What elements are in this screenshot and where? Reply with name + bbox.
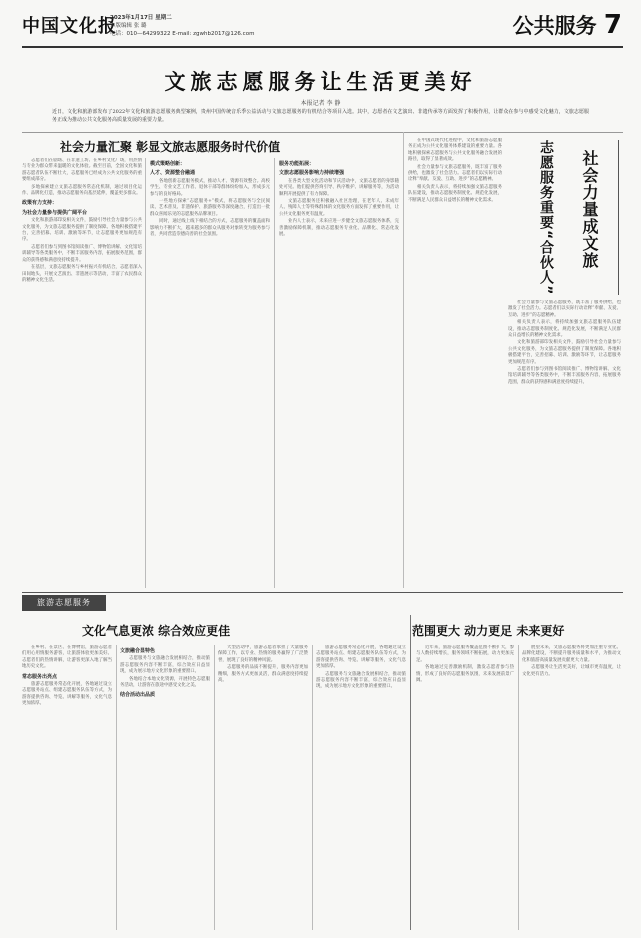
column-rule <box>214 645 215 930</box>
subheading: 为社会力量参与提供广阔平台 <box>22 209 88 216</box>
side-heading-rule <box>618 140 619 295</box>
section1-title: 社会力量汇聚 彰显文旅志愿服务时代价值 <box>60 140 281 154</box>
section2-column-5 <box>416 645 514 930</box>
paragraph: 相关负责人表示，将持续加强文旅志愿服务队伍建设，推动志愿服务制度化、规范化发展，不断满足人民群众日益增长的精神文化需求。 <box>408 184 502 203</box>
side-heading-a: 志愿服务重要“合伙人” <box>538 140 554 296</box>
column-rule <box>274 158 275 588</box>
editor-line: 本版编辑 张 璐 <box>110 23 147 29</box>
paragraph: 在基层，文旅志愿服务与乡村振兴有机结合，志愿者深入田间地头，开展文艺演出、非遗展示等活动，丰富了农民群众的精神文化生活。 <box>22 265 142 283</box>
paragraph: 一些地方探索“志愿服务+”模式，将志愿服务与全民阅读、艺术普及、非遗保护、旅游服务等深度融合，打造出一批群众喜闻乐见的志愿服务品牌项目。 <box>150 199 270 217</box>
paragraph: 业内人士表示，未来应进一步健全文旅志愿服务体系，完善激励保障机制，推动志愿服务专业化、品牌化、常态化发展。 <box>279 219 399 238</box>
section2-column-3 <box>218 645 308 930</box>
section-title <box>513 10 622 40</box>
paragraph: 志愿者们在剧场、在非遗工坊、在乡村文化广场，用热情与专业为群众带来温暖的文化体验。截至目前，全国文化和旅游志愿者队伍不断壮大，志愿服务已经成为公共文化服务的重要组成部分。 <box>22 158 142 183</box>
paragraph: 旅游志愿服务常态化开展，各地通过设立志愿服务站点、组建志愿服务队伍等方式，为游客提供咨询、导览、讲解等服务，文化气息更加浓厚。 <box>22 682 112 707</box>
divider <box>22 132 623 133</box>
paragraph: 各地创新志愿服务模式，推动人才、资源有效整合。高校学生、专业文艺工作者、退休干部等群体纷纷加入，形成多元参与的良好格局。 <box>150 178 270 197</box>
section1-column-1 <box>22 158 142 588</box>
section1-column-2 <box>150 158 270 588</box>
subheading: 常态服务出亮点 <box>22 673 58 680</box>
subheading: 文旅志愿服务影响力持续增强 <box>279 170 345 177</box>
section1-column-4 <box>408 138 502 588</box>
section2-column-1 <box>22 645 112 930</box>
subheading: 文旅融合显特色 <box>120 648 156 654</box>
column-rule <box>403 132 404 588</box>
paragraph: 文旅志愿服务还积极融入社区治理，在老年人、未成年人、残障人士等特殊群体的文化服务方面发挥了重要作用，让公共文化服务更有温度。 <box>279 199 399 217</box>
section2-column-4 <box>316 645 406 930</box>
paragraph: 志愿服务与文旅融合发展相结合，推动旅游志愿服务内容不断丰富，综合效应日益显现，成为展示地方文化形象的重要窗口。 <box>120 656 210 675</box>
section2-column-6 <box>522 645 621 930</box>
lead-paragraph: 近日，文化和旅游部发布了2022年文化和旅游志愿服务典型案例，贵州中国传统音乐季公益活动与文旅志愿服务的有机结合等项目入选。其中，志愿者在文艺演出、非遗传承等方面发挥了积极作用，让群众在参与中感受文化魅力，文旅志愿服务正成为推动公共文化服务高质量发展的重要力量。 <box>52 109 589 123</box>
section2-band: 旅游志愿服务 <box>22 595 106 611</box>
paragraph: 各地结合本地文化资源，开展特色志愿服务活动，让游客在旅途中感受文化之美。 <box>120 676 210 689</box>
subheading: 结合活动出品质 <box>120 692 156 699</box>
paragraph: 各地通过完善激励机制，激发志愿者参与热情，形成了良好的志愿服务氛围，未来发展前景广阔。 <box>416 665 514 684</box>
subheading: 服务功能拓展： <box>279 161 315 167</box>
masthead-rule <box>22 46 623 48</box>
contact-line: 电话：010—64299322 E-mail: zgwhb2017@126.com <box>110 31 255 37</box>
issue-meta <box>110 14 254 38</box>
section-name: 公共服务 <box>512 14 597 38</box>
masthead <box>22 10 622 48</box>
main-headline: 文旅志愿服务让生活更美好 <box>164 70 477 94</box>
side-heading-b: 社会力量成文旅 <box>580 150 599 269</box>
paragraph: 展望未来，文旅志愿服务将更加注重专业化、品牌化建设，不断提升服务质量和水平，为推动文化和旅游高质量发展贡献更大力量。 <box>522 645 621 663</box>
issue-date: 2023年1月17日 星期二 <box>110 15 172 21</box>
paragraph: 志愿者们参与到图书馆阅读推广、博物馆讲解、文化馆培训辅导等各类服务中，不断丰富服务内容，拓展服务范围，群众的获得感和满意度持续提升。 <box>22 244 142 263</box>
paragraph: 多地探索建立文旅志愿服务常态化机制，通过项目化运作、品牌化打造，推动志愿服务向基层延伸，覆盖更多群众。 <box>22 184 142 197</box>
paragraph: 志愿服务与文旅融合发展相结合，推动旅游志愿服务内容不断丰富，综合效应日益显现，成为展示地方文化形象的重要窗口。 <box>316 671 406 690</box>
paragraph: 近年来，旅游志愿服务覆盖范围不断扩大，参与人数持续增长，服务领域不断拓展，动力更加充足。 <box>416 645 514 663</box>
section-divider <box>410 615 411 930</box>
paragraph: 在乡村、在景区、在博物馆，旅游志愿者们用心用情服务游客，让旅游体验更加美好。志愿者们的热情讲解，让游客更深入地了解当地历史文化。 <box>22 645 112 670</box>
section2-column-2 <box>120 645 210 930</box>
paragraph: 旅游志愿服务常态化开展，各地通过设立志愿服务站点、组建志愿服务队伍等方式，为游客提供咨询、导览、讲解等服务，文化气息更加浓厚。 <box>316 645 406 670</box>
column-rule <box>145 158 146 588</box>
paragraph: 社会力量参与文旅志愿服务，既丰富了服务供给，也激发了社会活力。志愿者们以实际行动诠释“奉献、友爱、互助、进步”的志愿精神。 <box>508 300 621 318</box>
paragraph: 社会力量参与文旅志愿服务，既丰富了服务供给，也激发了社会活力。志愿者们以实际行动诠释“奉献、友爱、互助、进步”的志愿精神。 <box>408 164 502 183</box>
newspaper-logo: 中国文化报 <box>22 16 117 37</box>
section2-left-title: 文化气息更浓 综合效应更佳 <box>82 624 231 638</box>
paragraph: 在中国式现代化进程中，文化和旅游志愿服务正成为公共文化服务体系建设的重要力量。各地积极探索志愿服务与公共文化服务融合发展的路径，取得了显著成效。 <box>408 138 502 163</box>
paragraph: 文化和旅游部印发相关文件，鼓励引导社会力量参与公共文化服务，为文旅志愿服务提供了制度保障。各地积极搭建平台，完善招募、培训、激励等环节，让志愿服务更加规范有序。 <box>508 340 621 365</box>
paragraph: 志愿服务的品质不断提升，服务内容更加精细，服务方式更加灵活，群众满意度持续提高。 <box>218 665 308 684</box>
subheading: 人才、资源整合融通 <box>150 170 196 177</box>
section1-column-3 <box>279 158 399 588</box>
subheading: 政策有力支持： <box>22 200 58 207</box>
page-number: 7 <box>603 10 622 40</box>
paragraph: 志愿者们参与到图书馆阅读推广、博物馆讲解、文化馆培训辅导等各类服务中，不断丰富服务内容，拓展服务范围，群众的获得感和满意度持续提升。 <box>508 367 621 385</box>
paragraph: 同时，通过线上线下相结合的方式，志愿服务的覆盖面和影响力不断扩大，越来越多的群众从服务对象转变为服务参与者，共同营造崇德向善的社会氛围。 <box>150 219 270 238</box>
column-rule <box>312 645 313 930</box>
column-rule <box>518 645 519 930</box>
column-rule <box>116 645 117 930</box>
paragraph: 志愿服务让生活更美好，让城市更有温度，让文化更有活力。 <box>522 665 621 677</box>
byline: 本报记者 李 静 <box>300 100 341 107</box>
section1-column-5 <box>508 300 621 588</box>
section2-rule <box>22 592 623 593</box>
paragraph: 相关负责人表示，将持续加强文旅志愿服务队伍建设，推动志愿服务制度化、规范化发展，不断满足人民群众日益增长的精神文化需求。 <box>508 320 621 339</box>
section2-right-title: 范围更大 动力更足 未来更好 <box>412 624 565 638</box>
paragraph: 在各类大型文化活动和节庆活动中，文旅志愿者的身影随处可见。他们提供咨询引导、秩序维护、讲解服务等，为活动顺利开展提供了有力保障。 <box>279 178 399 197</box>
paragraph: 大型活动中，旅游志愿者承担了大量服务保障工作，以专业、热情的服务赢得了广泛赞誉，展现了良好的精神风貌。 <box>218 645 308 663</box>
subheading: 模式策略创新： <box>150 161 186 167</box>
paragraph: 文化和旅游部印发相关文件，鼓励引导社会力量参与公共文化服务，为文旅志愿服务提供了制度保障。各地积极搭建平台，完善招募、培训、激励等环节，让志愿服务更加规范有序。 <box>22 218 142 243</box>
